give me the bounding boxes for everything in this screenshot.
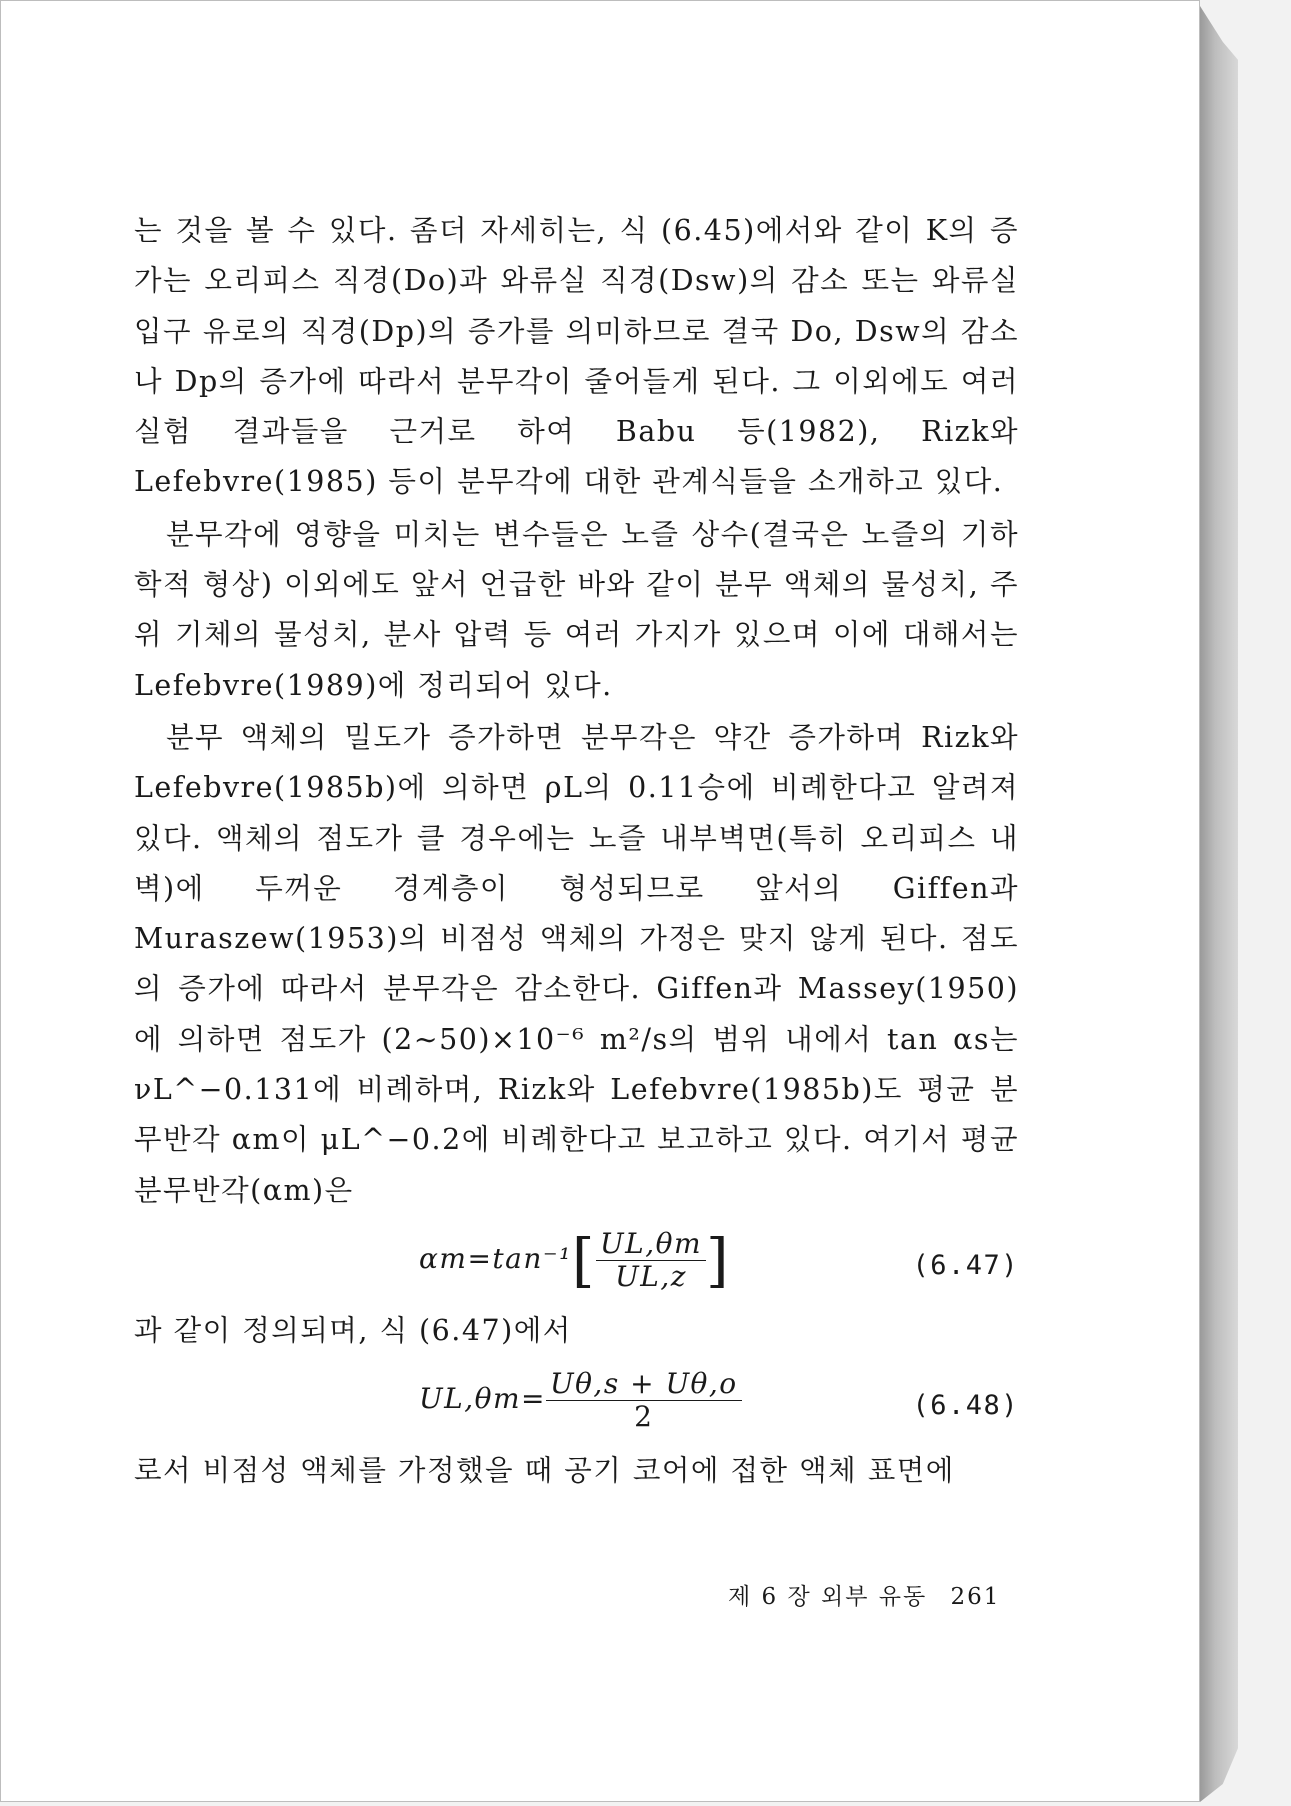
paragraph-1: 는 것을 볼 수 있다. 좀더 자세히는, 식 (6.45)에서와 같이 K의 증가는 오리피스 직경(Do)과 와류실 직경(Dsw)의 감소 또는 와류실 입구 유로의 직경(Dp)의 증가를 의미하므로 결국 Do, Dsw의 감소나 Dp의 증가에 따라서 분무각이 줄어들게 된다. 그 이외에도 여러 실험 결과들을 근거로 하여 Babu 등(1982), Rizk와 Lefebvre(1985) 등이 분무각에 대한 관계식들을 소개하고 있다.: [134, 214, 1019, 499]
paragraph-3: 분무 액체의 밀도가 증가하면 분무각은 약간 증가하며 Rizk와 Lefebvre(1985b)에 의하면 ρL의 0.11승에 비례한다고 알려져 있다. 액체의 점도가 클 경우에는 노즐 내부벽면(특히 오리피스 내벽)에 두꺼운 경계층이 형성되므로 앞서의 Giffen과 Muraszew(1953)의 비점성 액체의 가정은 맞지 않게 된다. 점도의 증가에 따라서 분무각은 감소한다. Giffen과 Massey(1950)에 의하면 점도가 (2∼50)×10⁻⁶ m²/s의 범위 내에서 tan αs는 νL^−0.131에 비례하며, Rizk와 Lefebvre(1985b)도 평균 분무반각 αm이 μL^−0.2에 비례한다고 보고하고 있다. 여기서 평균 분무반각(αm)은: [134, 720, 1019, 1207]
page-footer: [728, 1578, 1000, 1611]
body-text: [134, 206, 1019, 1497]
equation-6-48: [134, 1356, 1019, 1446]
paragraph-2: 분무각에 영향을 미치는 변수들은 노즐 상수(결국은 노즐의 기하학적 형상) 이외에도 앞서 언급한 바와 같이 분무 액체의 물성치, 주위 기체의 물성치, 분사 압력 등 여러 가지가 있으며 이에 대해서는 Lefebvre(1989)에 정리되어 있다.: [134, 517, 1019, 702]
equation-6-47-number: (6.47): [912, 1249, 1019, 1281]
paragraph-5: 로서 비점성 액체를 가정했을 때 공기 코어에 접한 액체 표면에: [134, 1454, 955, 1488]
equation-6-47-numerator: UL,θm: [596, 1230, 706, 1261]
equation-6-47-lhs: αm=tan⁻¹: [419, 1241, 572, 1275]
equation-6-47: αm=tan⁻¹[ $\frac{UL,\theta m}{UL,z}$ ] (6.47): [419, 1226, 1019, 1295]
page-number: 261: [950, 1584, 1001, 1610]
equation-6-48-lhs: UL,θm=: [419, 1382, 546, 1416]
chapter-label: 제 6 장 외부 유동: [728, 1584, 928, 1610]
equation-6-48-numerator: Uθ,s + Uθ,o: [546, 1370, 742, 1401]
equation-6-48-number: (6.48): [912, 1390, 1019, 1422]
equation-6-47-denominator: UL,z: [615, 1259, 687, 1293]
page-edge: [1200, 6, 1238, 1802]
equation-6-48-denominator: 2: [634, 1400, 654, 1434]
paragraph-4: 과 같이 정의되며, 식 (6.47)에서: [134, 1313, 572, 1347]
